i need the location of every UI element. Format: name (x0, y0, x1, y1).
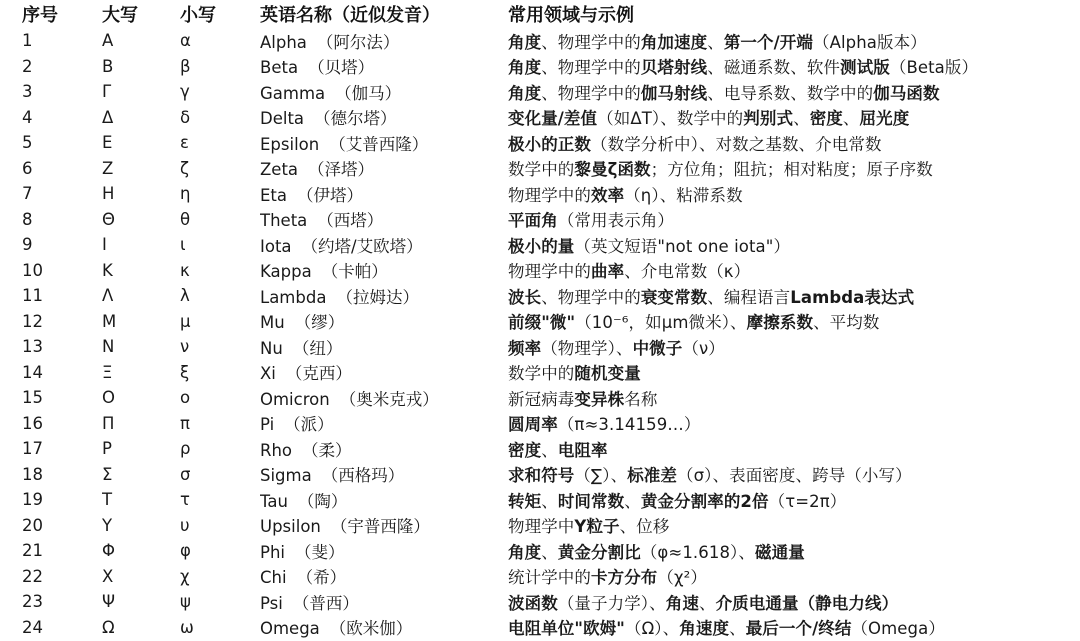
usage-emphasis: 摩擦系数 (746, 313, 814, 333)
usage-emphasis: 判别式 (743, 109, 794, 129)
usage-text: （常用表示角） (557, 211, 675, 231)
usage-text: 物理学中的 (508, 185, 591, 205)
lowercase-letter: δ (180, 107, 191, 127)
usage-text: （如ΔT）、数学中的 (597, 109, 744, 129)
row-index: 9 (22, 235, 33, 255)
table-row (0, 181, 1080, 207)
usage-examples (506, 513, 1080, 539)
usage-emphasis: 前缀"微" (508, 313, 576, 333)
uppercase-letter: Ψ (102, 592, 115, 612)
header-uppercase: 大写 (102, 5, 138, 26)
usage-text: 、物理学中的 (541, 58, 641, 78)
english-name-cell (260, 156, 506, 182)
row-index: 19 (22, 490, 43, 510)
usage-text: （η）、粘滞系数 (624, 185, 743, 205)
usage-examples (506, 207, 1080, 233)
row-index: 1 (22, 31, 33, 51)
usage-examples (506, 334, 1080, 360)
english-name-cell (260, 538, 506, 564)
usage-text: （Ω）、 (625, 619, 680, 639)
lowercase-letter: α (180, 31, 191, 51)
usage-text: 、 (541, 440, 558, 460)
uppercase-letter: Ο (102, 388, 115, 408)
usage-examples (506, 589, 1080, 615)
usage-text: （φ≈1.618）、 (640, 542, 756, 562)
usage-text: （英文短语"not one iota"） (574, 236, 791, 256)
english-name-cell (260, 130, 506, 156)
usage-examples (506, 411, 1080, 437)
usage-examples (506, 79, 1080, 105)
english-name: Nu (260, 338, 283, 358)
chinese-pronunciation: （西格玛） (321, 466, 405, 486)
usage-examples (506, 436, 1080, 462)
table-row (0, 385, 1080, 411)
table-row (0, 334, 1080, 360)
lowercase-letter: κ (180, 260, 190, 280)
english-name: Gamma (260, 83, 326, 103)
row-index: 10 (22, 260, 43, 280)
table-row (0, 232, 1080, 258)
chinese-pronunciation: （伽马） (335, 83, 402, 103)
chinese-pronunciation: （纽） (292, 338, 343, 358)
usage-text: （Beta版） (889, 58, 979, 78)
usage-emphasis: 随机变量 (574, 364, 641, 384)
english-name: Pi (260, 415, 275, 435)
usage-text: （ν） (682, 338, 725, 358)
table-row (0, 615, 1080, 641)
row-index: 24 (22, 617, 43, 637)
usage-examples (506, 462, 1080, 488)
english-name: Phi (260, 542, 285, 562)
english-name-cell (260, 385, 506, 411)
usage-emphasis: Υ粒子 (574, 517, 620, 537)
usage-emphasis: 黄金分割比 (557, 542, 641, 562)
row-index: 4 (22, 107, 33, 127)
row-index: 11 (22, 286, 43, 306)
chinese-pronunciation: （奥米克戎） (339, 389, 439, 409)
english-name-cell (260, 181, 506, 207)
uppercase-letter: Θ (102, 209, 115, 229)
usage-examples (506, 258, 1080, 284)
english-name: Iota (260, 236, 292, 256)
usage-text: 、物理学中的 (541, 83, 641, 103)
usage-emphasis: 求和符号 (508, 466, 575, 486)
lowercase-letter: ν (180, 337, 190, 357)
english-name: Rho (260, 440, 293, 460)
row-index: 2 (22, 56, 33, 76)
english-name: Theta (260, 211, 308, 231)
chinese-pronunciation: （约塔/艾欧塔） (301, 236, 423, 256)
usage-examples (506, 487, 1080, 513)
usage-emphasis: 圆周率 (508, 415, 558, 435)
usage-text: 统计学中的 (508, 568, 591, 588)
english-name: Alpha (260, 32, 307, 52)
uppercase-letter: Α (102, 31, 114, 51)
table-body (0, 28, 1080, 640)
usage-emphasis: 最后一个/终结 (745, 619, 852, 639)
usage-emphasis: 频率 (508, 338, 542, 358)
usage-emphasis: 角加速度 (640, 32, 708, 52)
usage-emphasis: 测试版 (840, 58, 890, 78)
english-name: Delta (260, 109, 305, 129)
row-index: 22 (22, 566, 43, 586)
usage-text: 、 (842, 109, 860, 129)
chinese-pronunciation: （陶） (297, 491, 348, 511)
table-row (0, 258, 1080, 284)
lowercase-letter: θ (180, 209, 191, 229)
usage-text: （χ²） (657, 568, 707, 588)
lowercase-letter: ι (180, 235, 186, 255)
lowercase-letter: ε (180, 133, 189, 153)
usage-emphasis: 角度 (508, 83, 542, 103)
usage-text: 、 (729, 619, 746, 639)
uppercase-letter: Τ (102, 490, 113, 510)
uppercase-letter: Γ (102, 82, 112, 102)
usage-text: 、 (698, 593, 716, 613)
usage-emphasis: 标准差 (627, 466, 677, 486)
usage-emphasis: 黄金分割率的2倍 (640, 491, 769, 511)
uppercase-letter: Υ (102, 515, 113, 535)
lowercase-letter: υ (180, 515, 190, 535)
row-index: 15 (22, 388, 43, 408)
usage-emphasis: 第一个/开端 (723, 32, 813, 52)
uppercase-letter: Ρ (102, 439, 112, 459)
usage-emphasis: 角度 (508, 32, 542, 52)
english-name-cell (260, 28, 506, 54)
usage-text: 、介电常数（κ） (624, 262, 751, 282)
usage-text: 、 (541, 491, 558, 511)
usage-emphasis: Lambda表达式 (790, 287, 915, 307)
uppercase-letter: Ζ (102, 158, 114, 178)
usage-emphasis: 黎曼ζ函数 (574, 160, 651, 180)
usage-examples (506, 538, 1080, 564)
usage-text: 、编程语言 (707, 287, 791, 307)
english-name: Psi (260, 593, 283, 613)
usage-emphasis: 屈光度 (859, 109, 910, 129)
english-name: Omicron (260, 389, 330, 409)
usage-emphasis: 角速 (665, 593, 699, 613)
chinese-pronunciation: （卡帕） (321, 262, 388, 282)
usage-emphasis: 中微子 (632, 338, 683, 358)
usage-emphasis: 电阻单位"欧姆" (508, 619, 625, 639)
english-name-cell (260, 79, 506, 105)
row-index: 21 (22, 541, 43, 561)
english-name: Epsilon (260, 134, 320, 154)
chinese-pronunciation: （斐） (295, 542, 345, 562)
english-name: Omega (260, 619, 320, 639)
usage-text: 、平均数 (813, 313, 880, 333)
uppercase-letter: Λ (102, 286, 114, 306)
english-name-cell (260, 309, 506, 335)
table-row (0, 360, 1080, 386)
chinese-pronunciation: （贝塔） (308, 58, 375, 78)
uppercase-letter: Κ (102, 260, 113, 280)
english-name-cell (260, 232, 506, 258)
usage-emphasis: 介质电通量（静电力线） (715, 593, 899, 613)
usage-text: 数学中的 (508, 364, 575, 384)
lowercase-letter: ξ (180, 362, 190, 382)
usage-emphasis: 卡方分布 (591, 568, 658, 588)
english-name-cell (260, 589, 506, 615)
english-name: Mu (260, 313, 285, 333)
row-index: 23 (22, 592, 43, 612)
english-name-cell (260, 54, 506, 80)
chinese-pronunciation: （西塔） (317, 211, 384, 231)
usage-examples (506, 360, 1080, 386)
usage-text: 、物理学中的 (541, 287, 641, 307)
usage-examples (506, 28, 1080, 54)
usage-text: 、位移 (619, 517, 670, 537)
english-name: Kappa (260, 262, 312, 282)
usage-text: （Alpha版本） (812, 32, 927, 52)
uppercase-letter: Π (102, 413, 115, 433)
english-name-cell (260, 360, 506, 386)
header-row (0, 0, 1080, 28)
chinese-pronunciation: （欧米伽） (329, 619, 413, 639)
header-english-name: 英语名称（近似发音） (260, 5, 440, 26)
usage-text: （物理学）、 (541, 338, 633, 358)
uppercase-letter: Η (102, 184, 115, 204)
table-row (0, 54, 1080, 80)
usage-text: （σ）、表面密度、跨导（小写） (677, 466, 912, 486)
english-name: Eta (260, 185, 288, 205)
header-index: 序号 (22, 5, 58, 26)
row-index: 6 (22, 158, 33, 178)
usage-text: 、物理学中的 (541, 32, 641, 52)
uppercase-letter: Σ (102, 464, 113, 484)
row-index: 5 (22, 133, 33, 153)
lowercase-letter: η (180, 184, 191, 204)
row-index: 18 (22, 464, 43, 484)
usage-emphasis: 曲率 (591, 262, 625, 282)
usage-emphasis: 衰变常数 (640, 287, 708, 307)
lowercase-letter: χ (180, 566, 190, 586)
usage-examples (506, 309, 1080, 335)
table-row (0, 462, 1080, 488)
chinese-pronunciation: （宇普西隆） (330, 517, 430, 537)
uppercase-letter: Ν (102, 337, 115, 357)
english-name: Tau (260, 491, 288, 511)
table-row (0, 130, 1080, 156)
usage-text: ；方位角；阻抗；相对粘度；原子序数 (650, 160, 933, 180)
usage-examples (506, 564, 1080, 590)
usage-emphasis: 变化量/差值 (508, 109, 598, 129)
uppercase-letter: Δ (102, 107, 114, 127)
usage-examples (506, 54, 1080, 80)
english-name-cell (260, 564, 506, 590)
usage-emphasis: 时间常数 (557, 491, 625, 511)
english-name-cell (260, 105, 506, 131)
usage-emphasis: 角度 (508, 542, 542, 562)
english-name-cell (260, 436, 506, 462)
english-name: Xi (260, 364, 276, 384)
usage-text: （量子力学）、 (557, 593, 666, 613)
usage-text: （τ=2π） (768, 491, 847, 511)
english-name: Beta (260, 58, 299, 78)
chinese-pronunciation: （柔） (302, 440, 352, 460)
table-row (0, 309, 1080, 335)
lowercase-letter: ψ (180, 592, 191, 612)
chinese-pronunciation: （克西） (285, 364, 352, 384)
usage-text: （数学分析中）、对数之基数、介电常数 (591, 134, 882, 154)
english-name: Upsilon (260, 517, 321, 537)
usage-text: 数学中的 (508, 160, 575, 180)
usage-emphasis: 波函数 (508, 593, 558, 613)
uppercase-letter: Χ (102, 566, 114, 586)
header-uses: 常用领域与示例 (508, 5, 634, 26)
chinese-pronunciation: （缪） (294, 313, 345, 333)
english-name: Chi (260, 568, 287, 588)
lowercase-letter: γ (180, 82, 190, 102)
usage-examples (506, 130, 1080, 156)
usage-text: 物理学中 (508, 517, 575, 537)
usage-examples (506, 615, 1080, 641)
usage-emphasis: 平面角 (508, 211, 558, 231)
row-index: 8 (22, 209, 33, 229)
chinese-pronunciation: （艾普西隆） (329, 134, 429, 154)
lowercase-letter: ζ (180, 158, 189, 178)
row-index: 16 (22, 413, 43, 433)
lowercase-letter: μ (180, 311, 191, 331)
table-row (0, 564, 1080, 590)
usage-emphasis: 波长 (508, 287, 542, 307)
lowercase-letter: φ (180, 541, 191, 561)
usage-examples (506, 232, 1080, 258)
lowercase-letter: ρ (180, 439, 191, 459)
lowercase-letter: β (180, 56, 191, 76)
english-name-cell (260, 615, 506, 641)
lowercase-letter: τ (180, 490, 190, 510)
uppercase-letter: Φ (102, 541, 115, 561)
row-index: 17 (22, 439, 43, 459)
usage-examples (506, 105, 1080, 131)
uppercase-letter: Ε (102, 133, 113, 153)
usage-emphasis: 电阻率 (557, 440, 608, 460)
english-name-cell (260, 462, 506, 488)
usage-text: （Omega） (851, 619, 945, 639)
usage-text: （∑）、 (574, 466, 628, 486)
english-name-cell (260, 258, 506, 284)
header-lowercase: 小写 (180, 5, 216, 26)
chinese-pronunciation: （阿尔法） (316, 32, 400, 52)
lowercase-letter: π (180, 413, 190, 433)
usage-examples (506, 283, 1080, 309)
lowercase-letter: σ (180, 464, 191, 484)
usage-text: 、 (624, 491, 641, 511)
table-row (0, 487, 1080, 513)
uppercase-letter: Ξ (102, 362, 113, 382)
usage-emphasis: 变异株 (574, 389, 625, 409)
row-index: 3 (22, 82, 33, 102)
english-name: Lambda (260, 287, 327, 307)
usage-emphasis: 角度 (508, 58, 542, 78)
chinese-pronunciation: （派） (284, 415, 334, 435)
table-row (0, 156, 1080, 182)
chinese-pronunciation: （希） (296, 568, 347, 588)
usage-text: （10⁻⁶，如μm微米）、 (575, 313, 747, 333)
chinese-pronunciation: （拉姆达） (336, 287, 419, 307)
usage-text: 、磁通系数、软件 (707, 58, 841, 78)
table-row (0, 207, 1080, 233)
usage-text: （π≈3.14159…） (557, 415, 701, 435)
usage-text: 、 (707, 32, 724, 52)
usage-emphasis: 磁通量 (755, 542, 805, 562)
usage-emphasis: 转矩 (508, 491, 542, 511)
usage-emphasis: 极小的量 (508, 236, 575, 256)
english-name-cell (260, 487, 506, 513)
uppercase-letter: Ι (102, 235, 107, 255)
row-index: 13 (22, 337, 43, 357)
uppercase-letter: Μ (102, 311, 117, 331)
chinese-pronunciation: （普西） (292, 593, 359, 613)
english-name-cell (260, 334, 506, 360)
table-row (0, 283, 1080, 309)
usage-emphasis: 角速度 (679, 619, 730, 639)
usage-emphasis: 密度 (508, 440, 542, 460)
english-name-cell (260, 207, 506, 233)
row-index: 12 (22, 311, 43, 331)
row-index: 20 (22, 515, 43, 535)
row-index: 7 (22, 184, 33, 204)
table-row (0, 436, 1080, 462)
usage-emphasis: 贝塔射线 (640, 58, 708, 78)
lowercase-letter: λ (180, 286, 190, 306)
lowercase-letter: ο (180, 388, 191, 408)
table-row (0, 589, 1080, 615)
usage-emphasis: 效率 (591, 185, 625, 205)
english-name: Sigma (260, 466, 312, 486)
english-name-cell (260, 283, 506, 309)
row-index: 14 (22, 362, 43, 382)
usage-emphasis: 伽马函数 (873, 83, 940, 103)
usage-emphasis: 伽马射线 (640, 83, 708, 103)
usage-text: 名称 (624, 389, 658, 409)
usage-text: 、 (541, 542, 558, 562)
usage-text: 物理学中的 (508, 262, 591, 282)
usage-text: 、电导系数、数学中的 (707, 83, 874, 103)
usage-examples (506, 385, 1080, 411)
table-row (0, 28, 1080, 54)
usage-text: 新冠病毒 (508, 389, 575, 409)
uppercase-letter: Β (102, 56, 114, 76)
table-row (0, 538, 1080, 564)
uppercase-letter: Ω (102, 617, 115, 637)
usage-examples (506, 156, 1080, 182)
usage-emphasis: 极小的正数 (508, 134, 591, 154)
usage-text: 、 (793, 109, 810, 129)
table-row (0, 105, 1080, 131)
english-name: Zeta (260, 160, 299, 180)
table-row (0, 411, 1080, 437)
table-row (0, 79, 1080, 105)
chinese-pronunciation: （泽塔） (308, 160, 375, 180)
usage-emphasis: 密度 (809, 109, 843, 129)
chinese-pronunciation: （伊塔） (297, 185, 364, 205)
english-name-cell (260, 513, 506, 539)
table-row (0, 513, 1080, 539)
usage-examples (506, 181, 1080, 207)
english-name-cell (260, 411, 506, 437)
lowercase-letter: ω (180, 617, 194, 637)
chinese-pronunciation: （德尔塔） (314, 109, 397, 129)
